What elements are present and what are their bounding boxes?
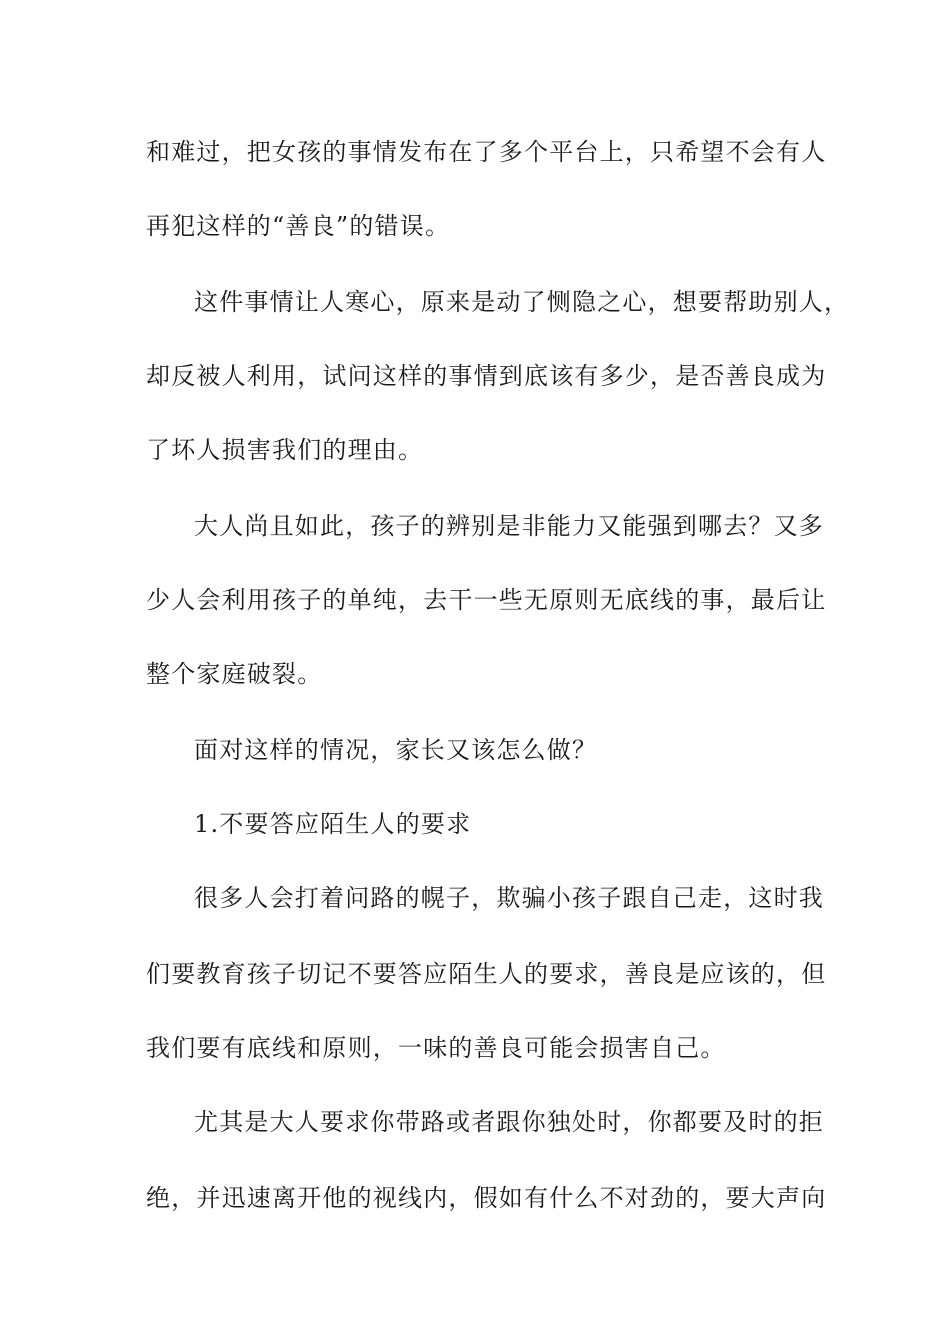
paragraph-start-line: 面对这样的情况，家长又该怎么做？ (194, 736, 598, 764)
text-line: 再犯这样的“善良”的错误。 (146, 212, 451, 240)
text-line: 们要教育孩子切记不要答应陌生人的要求，善良是应该的，但 (146, 960, 827, 988)
text-line: 整个家庭破裂。 (146, 660, 323, 688)
paragraph-start-line: 大人尚且如此，孩子的辨别是非能力又能强到哪去？又多 (194, 512, 824, 540)
paragraph-start-line: 这件事情让人寒心，原来是动了恻隐之心，想要帮助别人， (194, 288, 850, 316)
paragraph-start-line: 很多人会打着问路的幌子，欺骗小孩子跟自己走，这时我 (194, 884, 824, 912)
text-line: 绝，并迅速离开他的视线内，假如有什么不对劲的，要大声向 (146, 1184, 827, 1212)
text-line: 却反被人利用，试问这样的事情到底该有多少，是否善良成为 (146, 362, 827, 390)
text-line: 少人会利用孩子的单纯，去干一些无原则无底线的事，最后让 (146, 586, 827, 614)
section-heading: 1.不要答应陌生人的要求 (194, 810, 472, 838)
text-line: 我们要有底线和原则，一味的善良可能会损害自己。 (146, 1034, 726, 1062)
paragraph-start-line: 尤其是大人要求你带路或者跟你独处时，你都要及时的拒 (194, 1108, 824, 1136)
text-line: 和难过，把女孩的事情发布在了多个平台上，只希望不会有人 (146, 138, 827, 166)
text-line: 了坏人损害我们的理由。 (146, 436, 424, 464)
